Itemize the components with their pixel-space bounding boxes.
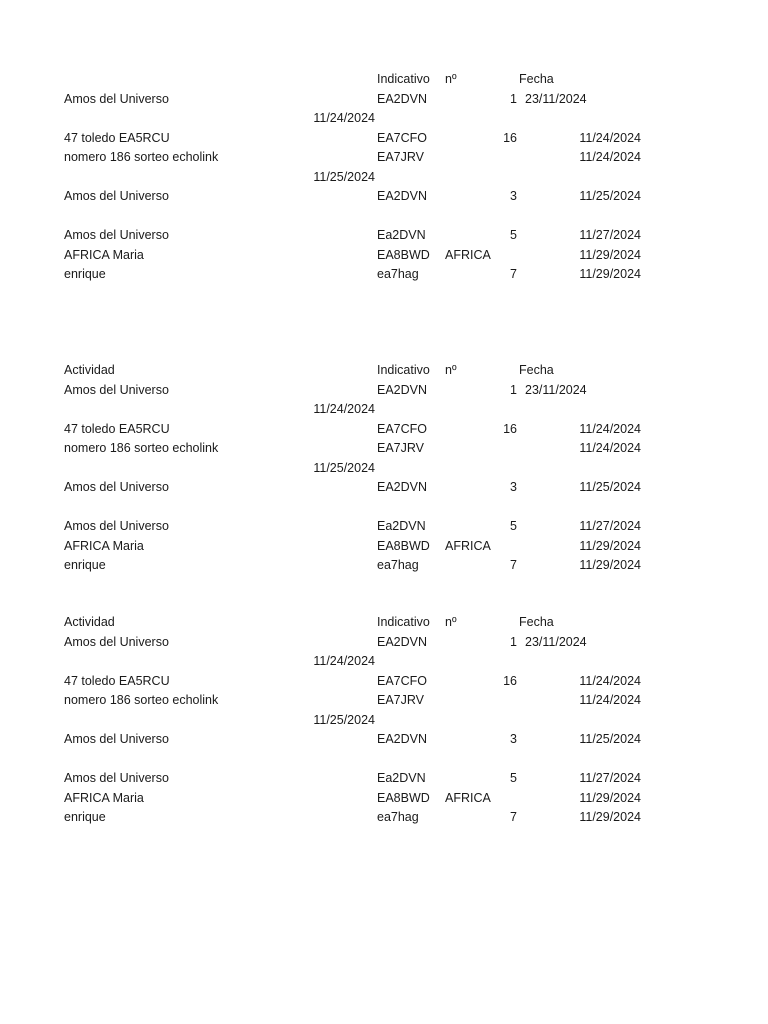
table-row <box>0 264 768 284</box>
indicativo-cell: EA7JRV <box>377 150 425 164</box>
fecha-cell: 11/29/2024 <box>579 810 641 824</box>
actividad-cell: Amos del Universo <box>64 189 169 203</box>
fecha-cell: 11/24/2024 <box>579 150 641 164</box>
indicativo-cell: EA8BWD <box>377 538 430 553</box>
header-row <box>0 360 768 380</box>
fecha-cell: 11/25/2024 <box>579 732 641 746</box>
table-row <box>0 128 768 148</box>
number-cell: 5 <box>510 519 517 533</box>
actividad-cell: Amos del Universo <box>64 519 169 533</box>
actividad-cell: enrique <box>64 267 106 281</box>
table-row <box>0 536 768 556</box>
column-header-actividad: Actividad <box>64 363 115 377</box>
number-cell: 1 <box>510 91 517 106</box>
actividad-cell: Amos del Universo <box>64 228 169 242</box>
n-cell: AFRICA <box>445 538 491 553</box>
header-row <box>0 612 768 632</box>
column-header-fecha: Fecha <box>519 615 554 629</box>
table-row <box>0 438 768 458</box>
fecha-cell: 11/24/2024 <box>579 130 641 145</box>
number-cell: 3 <box>510 480 517 494</box>
fecha-cell: 11/24/2024 <box>579 441 641 455</box>
actividad-cell: AFRICA Maria <box>64 790 144 805</box>
indicativo-cell: EA7CFO <box>377 130 428 145</box>
fecha-left-cell: 23/11/2024 <box>525 91 587 106</box>
table-row <box>0 89 768 109</box>
column-header-indicativo: Indicativo <box>377 615 430 629</box>
fecha-cell: 11/24/2024 <box>579 693 641 707</box>
fecha-cell: 11/27/2024 <box>579 519 641 533</box>
indicativo-cell: EA2DVN <box>377 480 428 494</box>
n-cell: AFRICA <box>445 790 491 805</box>
fecha-cell: 11/24/2024 <box>579 673 641 688</box>
blank-row <box>0 497 768 517</box>
table-row <box>0 380 768 400</box>
column-header-indicativo: Indicativo <box>377 72 430 86</box>
table-row <box>0 245 768 265</box>
actividad-cell: 47 toledo EA5RCU <box>64 421 170 436</box>
activity-table-3 <box>0 612 768 827</box>
column-header-n: nº <box>445 363 457 377</box>
indicativo-cell: EA8BWD <box>377 247 430 262</box>
table-row <box>0 671 768 691</box>
date-row <box>0 399 768 419</box>
table-row <box>0 477 768 497</box>
column-header-indicativo: Indicativo <box>377 363 430 377</box>
table-row <box>0 186 768 206</box>
table-row <box>0 768 768 788</box>
number-cell: 16 <box>503 673 517 688</box>
column-header-fecha: Fecha <box>519 363 554 377</box>
indicativo-cell: EA2DVN <box>377 91 428 106</box>
n-cell: AFRICA <box>445 247 491 262</box>
actividad-cell: AFRICA Maria <box>64 247 144 262</box>
number-cell: 3 <box>510 189 517 203</box>
table-row <box>0 147 768 167</box>
number-cell: 3 <box>510 732 517 746</box>
indicativo-cell: EA7CFO <box>377 673 428 688</box>
fecha-cell: 11/24/2024 <box>579 421 641 436</box>
actividad-cell: nomero 186 sorteo echolink <box>64 441 219 455</box>
table-row <box>0 729 768 749</box>
actividad-cell: nomero 186 sorteo echolink <box>64 150 219 164</box>
number-cell: 7 <box>510 558 517 572</box>
fecha-cell: 11/29/2024 <box>579 558 641 572</box>
table-row <box>0 807 768 827</box>
indicativo-cell: EA2DVN <box>377 732 428 746</box>
date-cell: 11/25/2024 <box>313 169 375 184</box>
column-header-fecha: Fecha <box>519 72 554 86</box>
indicativo-cell: EA7JRV <box>377 441 425 455</box>
fecha-cell: 11/25/2024 <box>579 189 641 203</box>
actividad-cell: 47 toledo EA5RCU <box>64 673 170 688</box>
number-cell: 5 <box>510 228 517 242</box>
indicativo-cell: EA8BWD <box>377 790 430 805</box>
indicativo-cell: Ea2DVN <box>377 519 426 533</box>
table-row <box>0 632 768 652</box>
actividad-cell: Amos del Universo <box>64 634 169 649</box>
indicativo-cell: EA2DVN <box>377 189 428 203</box>
date-cell: 11/25/2024 <box>313 460 375 475</box>
indicativo-cell: EA2DVN <box>377 634 428 649</box>
number-cell: 1 <box>510 382 517 397</box>
activity-table-2 <box>0 360 768 575</box>
table-row <box>0 516 768 536</box>
actividad-cell: Amos del Universo <box>64 91 169 106</box>
date-cell: 11/24/2024 <box>313 111 375 125</box>
fecha-cell: 11/27/2024 <box>579 771 641 785</box>
actividad-cell: nomero 186 sorteo echolink <box>64 693 219 707</box>
actividad-cell: enrique <box>64 810 106 824</box>
actividad-cell: AFRICA Maria <box>64 538 144 553</box>
fecha-cell: 11/29/2024 <box>579 538 641 553</box>
date-row <box>0 167 768 187</box>
indicativo-cell: EA7CFO <box>377 421 428 436</box>
indicativo-cell: ea7hag <box>377 810 419 824</box>
date-row <box>0 108 768 128</box>
table-row <box>0 690 768 710</box>
indicativo-cell: ea7hag <box>377 267 419 281</box>
actividad-cell: Amos del Universo <box>64 771 169 785</box>
indicativo-cell: EA2DVN <box>377 382 428 397</box>
column-header-n: nº <box>445 615 457 629</box>
table-row <box>0 788 768 808</box>
number-cell: 1 <box>510 634 517 649</box>
number-cell: 7 <box>510 810 517 824</box>
table-row <box>0 555 768 575</box>
indicativo-cell: ea7hag <box>377 558 419 572</box>
actividad-cell: Amos del Universo <box>64 382 169 397</box>
actividad-cell: 47 toledo EA5RCU <box>64 130 170 145</box>
table-row <box>0 419 768 439</box>
actividad-cell: enrique <box>64 558 106 572</box>
table-row <box>0 225 768 245</box>
activity-table-1 <box>0 69 768 284</box>
date-row <box>0 458 768 478</box>
number-cell: 5 <box>510 771 517 785</box>
column-header-actividad: Actividad <box>64 615 115 629</box>
indicativo-cell: Ea2DVN <box>377 771 426 785</box>
blank-row <box>0 206 768 226</box>
actividad-cell: Amos del Universo <box>64 732 169 746</box>
date-cell: 11/24/2024 <box>313 402 375 416</box>
header-row <box>0 69 768 89</box>
actividad-cell: Amos del Universo <box>64 480 169 494</box>
number-cell: 7 <box>510 267 517 281</box>
fecha-cell: 11/25/2024 <box>579 480 641 494</box>
fecha-cell: 11/29/2024 <box>579 247 641 262</box>
number-cell: 16 <box>503 130 517 145</box>
indicativo-cell: EA7JRV <box>377 693 425 707</box>
fecha-cell: 11/27/2024 <box>579 228 641 242</box>
fecha-left-cell: 23/11/2024 <box>525 634 587 649</box>
blank-row <box>0 749 768 769</box>
column-header-n: nº <box>445 72 457 86</box>
fecha-cell: 11/29/2024 <box>579 267 641 281</box>
date-row <box>0 710 768 730</box>
fecha-cell: 11/29/2024 <box>579 790 641 805</box>
date-cell: 11/25/2024 <box>313 712 375 727</box>
number-cell: 16 <box>503 421 517 436</box>
date-cell: 11/24/2024 <box>313 654 375 668</box>
fecha-left-cell: 23/11/2024 <box>525 382 587 397</box>
indicativo-cell: Ea2DVN <box>377 228 426 242</box>
date-row <box>0 651 768 671</box>
